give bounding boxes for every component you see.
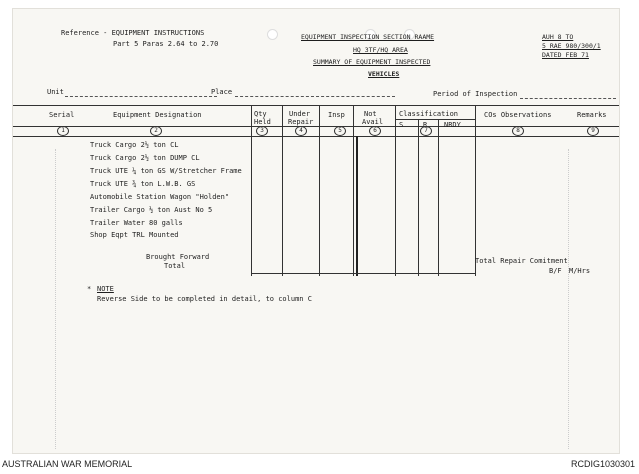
form-title: EQUIPMENT INSPECTION SECTION RAAME <box>301 33 435 41</box>
list-item: Truck Cargo 2½ ton DUMP CL <box>90 154 200 162</box>
col-qty-held: Held <box>254 118 271 126</box>
col-class-nrdy: NRDY <box>444 121 461 129</box>
col-divider <box>282 105 283 276</box>
col-divider <box>475 105 476 276</box>
col-serial: Serial <box>49 111 75 119</box>
col-number: 1 <box>57 126 69 136</box>
footer-source: AUSTRALIAN WAR MEMORIAL <box>2 459 133 469</box>
list-item: Trailer Cargo ½ ton Aust No 5 <box>90 206 213 214</box>
col-insp: Insp <box>328 111 345 119</box>
note-label: NOTE <box>97 285 114 293</box>
note-star: * <box>87 285 92 293</box>
unit-field[interactable] <box>65 96 217 97</box>
header-bottom-rule <box>13 136 619 137</box>
col-number: 5 <box>334 126 346 136</box>
total-label: Total <box>164 262 186 270</box>
list-item: Truck UTE ¼ ton GS W/Stretcher Frame <box>90 167 242 175</box>
punch-hole <box>267 29 278 40</box>
col-divider <box>395 105 396 276</box>
col-number: 4 <box>295 126 307 136</box>
header-divider <box>13 126 619 127</box>
col-class-r: R <box>423 121 428 129</box>
bf-label: B/F <box>549 267 562 275</box>
hrs-label: M/Hrs <box>569 267 591 275</box>
col-not-avail: Avail <box>362 118 384 126</box>
list-item: Shop Eqpt TRL Mounted <box>90 231 179 239</box>
col-divider <box>356 136 358 276</box>
col-number: 7 <box>420 126 432 136</box>
place-field[interactable] <box>235 96 395 97</box>
auth-date: DATED FEB 71 <box>542 51 589 59</box>
col-divider <box>438 119 439 276</box>
col-not: Not <box>364 110 377 118</box>
col-divider <box>319 105 320 276</box>
faint-margin-rule <box>568 149 570 449</box>
unit-label: Unit <box>47 88 64 96</box>
total-repair-label: Total Repair Comitment <box>475 257 568 265</box>
col-number: 2 <box>150 126 162 136</box>
footer-id: RCDIG1030301 <box>570 459 635 469</box>
list-item: Truck UTE ¾ ton L.W.B. GS <box>90 180 196 188</box>
part-text: Part 5 Paras 2.64 to 2.70 <box>113 40 219 48</box>
col-class-s: S <box>399 121 404 129</box>
col-remarks: Remarks <box>577 111 607 119</box>
col-number: 8 <box>512 126 524 136</box>
col-under: Under <box>289 110 311 118</box>
col-qty: Qty <box>254 110 267 118</box>
period-label: Period of Inspection <box>433 90 518 98</box>
col-under-repair: Repair <box>288 118 314 126</box>
list-item: Automobile Station Wagon "Holden" <box>90 193 230 201</box>
col-number: 9 <box>587 126 599 136</box>
col-number: 6 <box>369 126 381 136</box>
reference-text: Reference - EQUIPMENT INSTRUCTIONS <box>61 29 205 37</box>
table-bottom-rule <box>251 273 475 274</box>
col-divider <box>251 105 252 276</box>
list-item: Trailer Water 80 galls <box>90 219 183 227</box>
classification-rule <box>395 119 475 120</box>
auth-ref: AUH 8 TO <box>542 33 574 41</box>
col-divider <box>418 119 419 276</box>
note-text: Reverse Side to be completed in detail, to column C <box>97 295 312 303</box>
brought-forward-label: Brought Forward <box>146 253 210 261</box>
auth-ref-number: 5 RAE 980/300/1 <box>542 42 601 50</box>
list-item: Truck Cargo 2½ ton CL <box>90 141 179 149</box>
faint-margin-rule <box>55 149 57 449</box>
col-number: 3 <box>256 126 268 136</box>
place-label: Place <box>211 88 233 96</box>
table-top-rule <box>13 105 619 106</box>
form-subtitle: HQ 3TF/HQ AREA <box>353 46 408 54</box>
document-page <box>12 8 620 454</box>
period-field[interactable] <box>520 98 616 99</box>
col-classification: Classification <box>399 110 459 118</box>
col-equipment: Equipment Designation <box>113 111 202 119</box>
form-category: VEHICLES <box>368 70 400 78</box>
col-divider <box>353 105 354 276</box>
form-summary-title: SUMMARY OF EQUIPMENT INSPECTED <box>313 58 431 66</box>
col-cos-observations: COs Observations <box>484 111 552 119</box>
